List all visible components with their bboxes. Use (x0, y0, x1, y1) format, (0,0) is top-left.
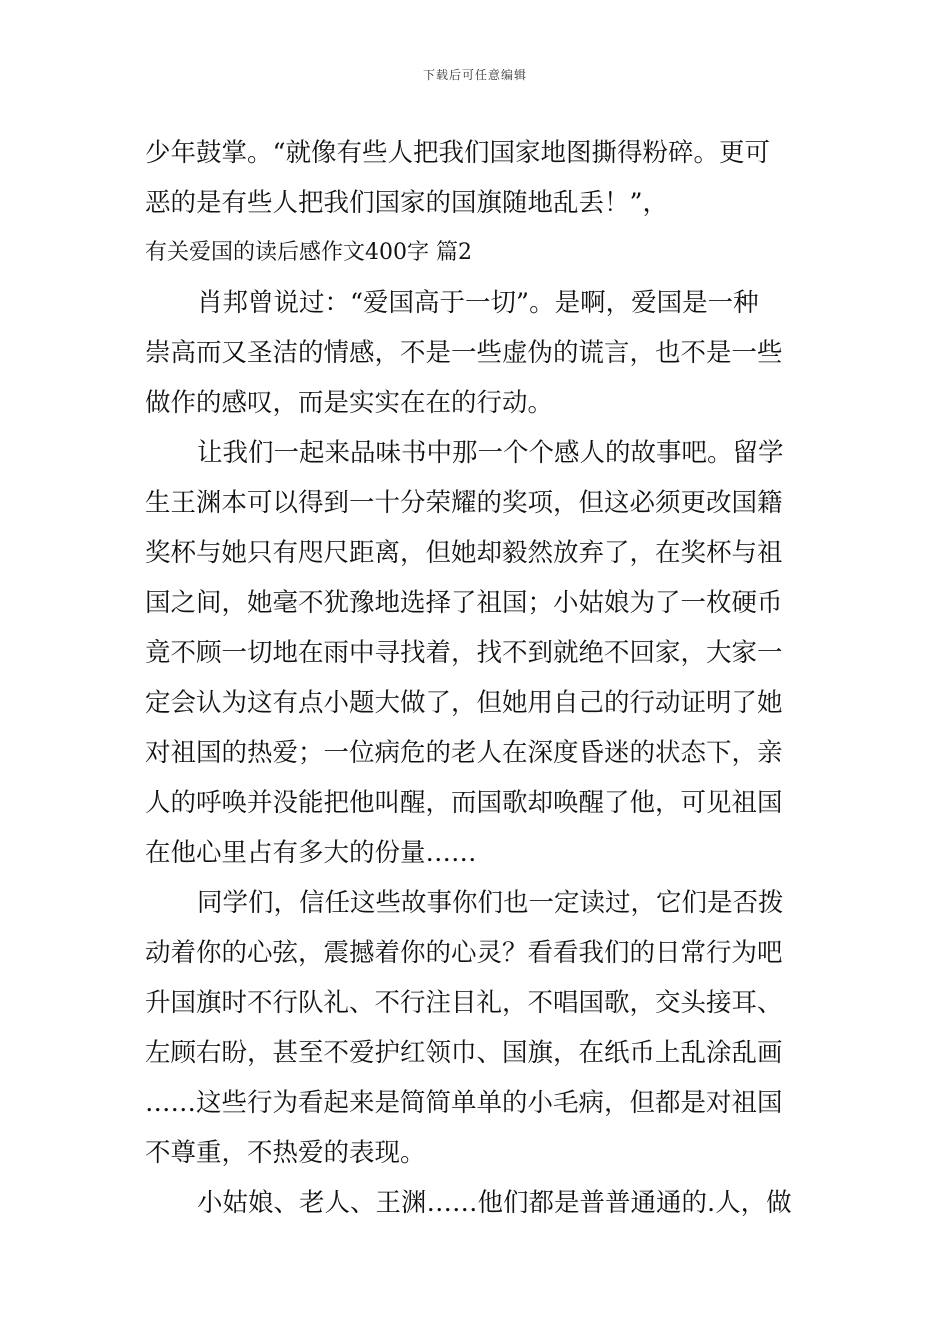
text-line: 在他心里占有多大的份量…… (145, 838, 477, 868)
text-line: ……这些行为看起来是简简单单的小毛病，但都是对祖国 (145, 1088, 783, 1118)
text-line: 生王渊本可以得到一十分荣耀的奖项，但这必须更改国籍 (145, 488, 783, 518)
text-line: 动着你的心弦，震撼着你的心灵？看看我们的日常行为吧 (145, 938, 783, 968)
text-line: 崇高而又圣洁的情感，不是一些虚伪的谎言，也不是一些 (145, 338, 783, 368)
paragraph-start: 肖邦曾说过：“爱国高于一切”。是啊，爱国是一种 (197, 288, 759, 318)
paragraph-start: 让我们一起来品味书中那一个个感人的故事吧。留学 (197, 438, 784, 468)
text-line: 定会认为这有点小题大做了，但她用自己的行动证明了她 (145, 688, 783, 718)
section-heading: 有关爱国的读后感作文400字 篇2 (145, 240, 472, 265)
text-line: 奖杯与她只有咫尺距离，但她却毅然放弃了，在奖杯与祖 (145, 538, 783, 568)
text-line: 左顾右盼，甚至不爱护红领巾、国旗，在纸币上乱涂乱画 (145, 1038, 783, 1068)
text-line: 升国旗时不行队礼、不行注目礼，不唱国歌，交头接耳、 (145, 988, 783, 1018)
text-line: 不尊重，不热爱的表现。 (145, 1138, 426, 1168)
paragraph-start: 同学们，信任这些故事你们也一定读过，它们是否拨 (197, 888, 784, 918)
page-header: 下载后可任意编辑 (422, 68, 527, 82)
text-line: 对祖国的热爱；一位病危的老人在深度昏迷的状态下，亲 (145, 738, 783, 768)
text-line: 少年鼓掌。“就像有些人把我们国家地图撕得粉碎。更可 (145, 138, 771, 168)
paragraph-start: 小姑娘、老人、王渊……他们都是普普通通的.人，做 (197, 1188, 792, 1218)
document-body (145, 128, 807, 1228)
text-line: 国之间，她毫不犹豫地选择了祖国；小姑娘为了一枚硬币 (145, 588, 783, 618)
text-line: 做作的感叹，而是实实在在的行动。 (145, 388, 554, 418)
text-line: 竟不顾一切地在雨中寻找着，找不到就绝不回家，大家一 (145, 638, 783, 668)
text-line: 人的呼唤并没能把他叫醒，而国歌却唤醒了他，可见祖国 (145, 788, 783, 818)
text-line: 恶的是有些人把我们国家的国旗随地乱丢！”， (145, 188, 669, 218)
